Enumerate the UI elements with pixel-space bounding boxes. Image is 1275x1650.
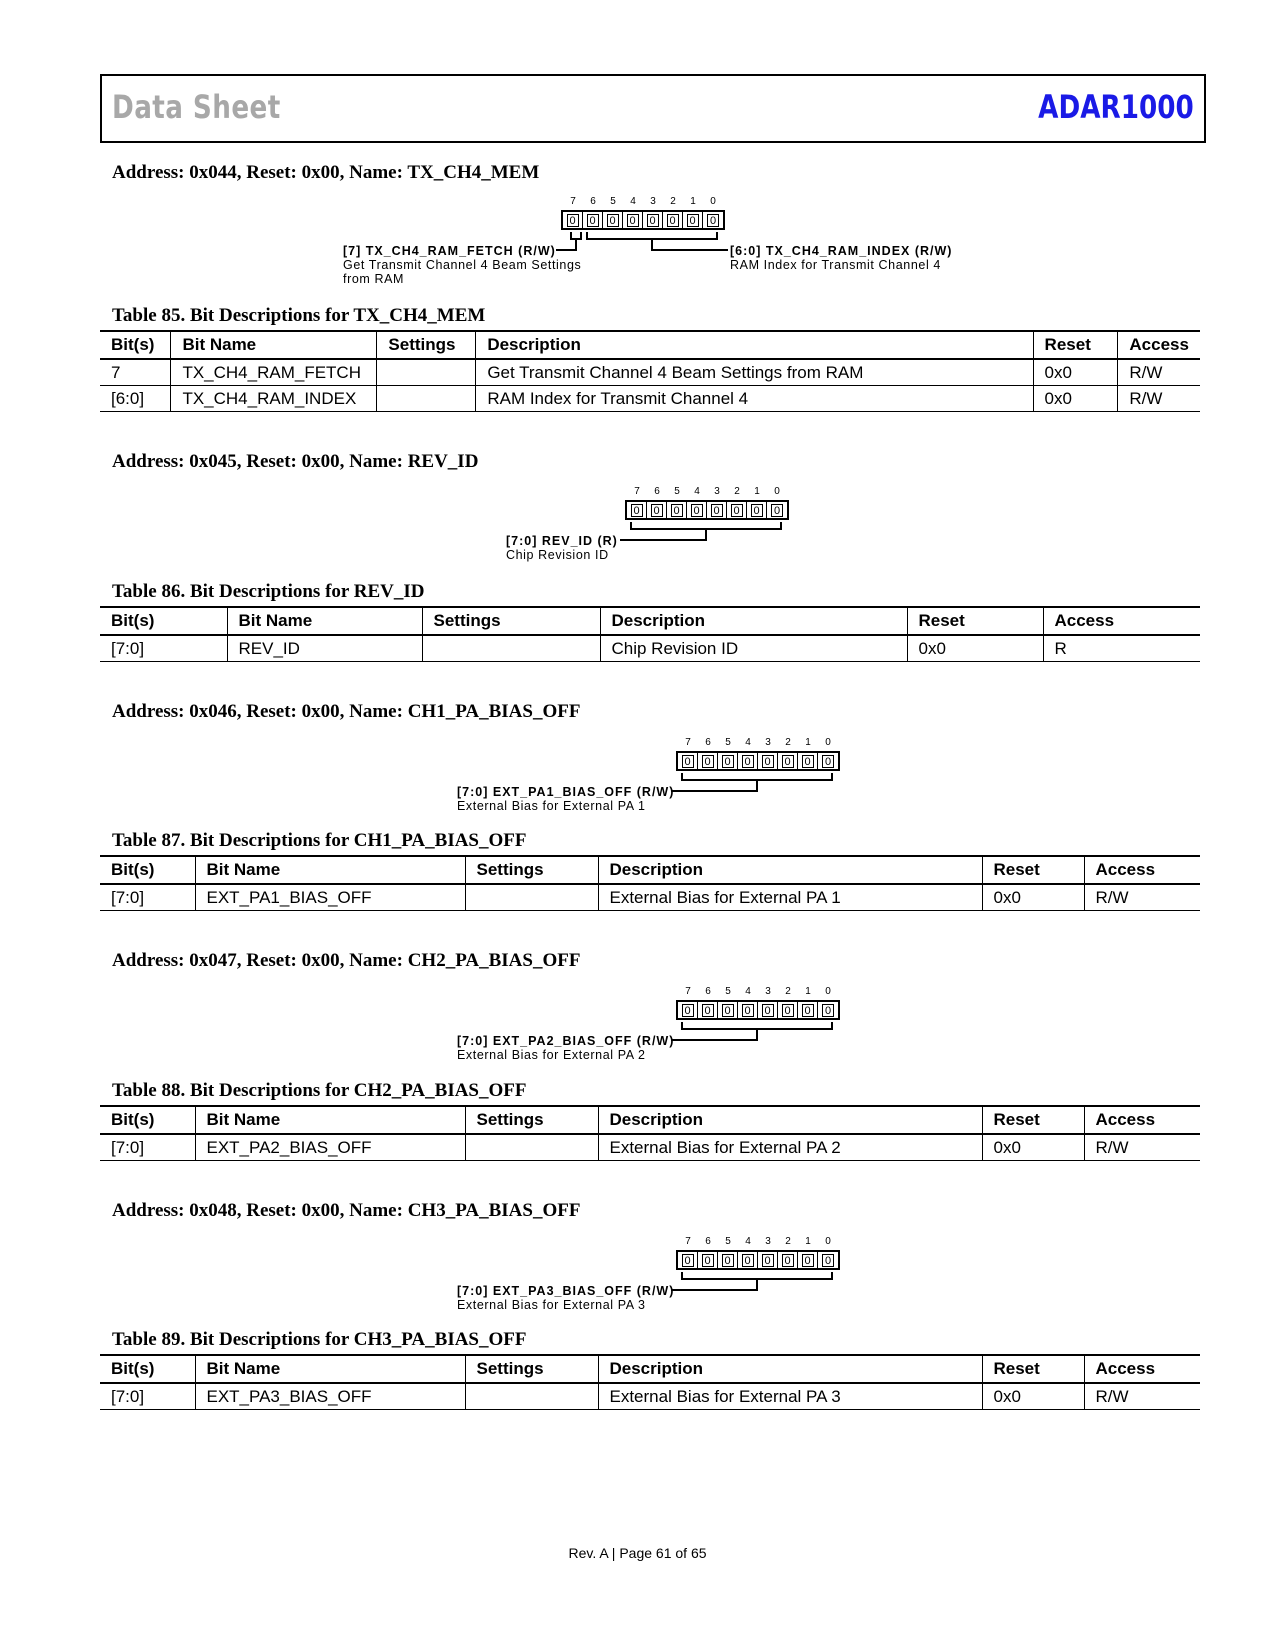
bit-value: 0 xyxy=(683,212,703,228)
table-cell: EXT_PA1_BIAS_OFF xyxy=(195,884,465,911)
column-header: Description xyxy=(476,331,1033,359)
column-header: Bit Name xyxy=(195,1106,465,1134)
column-header: Reset xyxy=(982,1106,1084,1134)
bit-value: 0 xyxy=(738,753,758,769)
table-caption: Table 87. Bit Descriptions for CH1_PA_BIAS_OFF xyxy=(112,830,527,851)
bit-number: 7 xyxy=(685,1236,691,1247)
document-type: Data Sheet xyxy=(112,88,281,126)
bit-value: 0 xyxy=(627,502,647,518)
table-row xyxy=(100,1383,1200,1410)
bit-value: 0 xyxy=(718,753,738,769)
column-header: Description xyxy=(598,856,982,884)
bit-value: 0 xyxy=(667,502,687,518)
table-cell: External Bias for External PA 2 xyxy=(598,1134,982,1161)
register-address-title: Address: 0x046, Reset: 0x00, Name: CH1_PA_BIAS_OFF xyxy=(112,701,581,722)
bit-number: 6 xyxy=(705,737,711,748)
bit-value: 0 xyxy=(563,212,583,228)
bit-number: 1 xyxy=(805,1236,811,1247)
bit-field-name: [6:0] TX_CH4_RAM_INDEX (R/W) xyxy=(730,244,953,258)
bit-value: 0 xyxy=(703,212,723,228)
column-header: Bit(s) xyxy=(100,1355,195,1383)
table-header-row xyxy=(100,1355,1200,1383)
bit-number: 3 xyxy=(765,1236,771,1247)
table-cell: [7:0] xyxy=(100,1383,195,1410)
bit-value: 0 xyxy=(678,1252,698,1268)
bit-value: 0 xyxy=(758,1252,778,1268)
table-cell: R/W xyxy=(1118,359,1200,386)
table-cell: 0x0 xyxy=(1033,359,1118,386)
table-cell: Get Transmit Channel 4 Beam Settings from RAM xyxy=(476,359,1033,386)
column-header: Access xyxy=(1084,1355,1200,1383)
table-cell: [6:0] xyxy=(100,386,171,412)
table-cell: R/W xyxy=(1084,1383,1200,1410)
column-header: Bit Name xyxy=(195,1355,465,1383)
bit-value: 0 xyxy=(698,1252,718,1268)
table-cell: 7 xyxy=(100,359,171,386)
table-cell: [7:0] xyxy=(100,1134,195,1161)
page-footer: Rev. A | Page 61 of 65 xyxy=(568,1545,707,1561)
bit-number: 2 xyxy=(734,486,740,497)
table-caption: Table 88. Bit Descriptions for CH2_PA_BIAS_OFF xyxy=(112,1080,527,1101)
table-cell: Chip Revision ID xyxy=(600,635,907,662)
bit-number: 6 xyxy=(705,1236,711,1247)
bit-number: 7 xyxy=(634,486,640,497)
bit-number: 1 xyxy=(805,737,811,748)
bit-number: 0 xyxy=(825,1236,831,1247)
table-cell: R/W xyxy=(1084,884,1200,911)
bit-number: 4 xyxy=(745,1236,751,1247)
bit-field-name: [7:0] REV_ID (R) xyxy=(506,534,618,548)
bit-value: 0 xyxy=(583,212,603,228)
column-header: Bit(s) xyxy=(100,607,227,635)
bit-field-name: [7:0] EXT_PA2_BIAS_OFF (R/W) xyxy=(457,1034,675,1048)
bit-number: 7 xyxy=(685,986,691,997)
bit-value: 0 xyxy=(718,1002,738,1018)
part-number: ADAR1000 xyxy=(1038,88,1194,126)
bit-number: 2 xyxy=(785,986,791,997)
bit-field-description: External Bias for External PA 2 xyxy=(457,1048,646,1062)
table-cell: [7:0] xyxy=(100,635,227,662)
column-header: Reset xyxy=(982,1355,1084,1383)
bit-number: 0 xyxy=(825,986,831,997)
bit-number: 3 xyxy=(714,486,720,497)
bit-number: 4 xyxy=(630,196,636,207)
table-cell: TX_CH4_RAM_FETCH xyxy=(171,359,377,386)
table-cell: R xyxy=(1043,635,1200,662)
column-header: Access xyxy=(1084,856,1200,884)
bit-number: 5 xyxy=(725,737,731,748)
column-header: Settings xyxy=(465,1355,598,1383)
table-cell: External Bias for External PA 1 xyxy=(598,884,982,911)
bit-value: 0 xyxy=(747,502,767,518)
register-address-title: Address: 0x044, Reset: 0x00, Name: TX_CH4_MEM xyxy=(112,162,540,183)
bit-number: 1 xyxy=(690,196,696,207)
bit-number: 5 xyxy=(674,486,680,497)
column-header: Bit Name xyxy=(171,331,377,359)
column-header: Settings xyxy=(465,856,598,884)
register-address-title: Address: 0x048, Reset: 0x00, Name: CH3_PA_BIAS_OFF xyxy=(112,1200,581,1221)
bit-value: 0 xyxy=(643,212,663,228)
column-header: Description xyxy=(598,1355,982,1383)
bit-value: 0 xyxy=(778,1002,798,1018)
column-header: Access xyxy=(1084,1106,1200,1134)
table-cell: EXT_PA2_BIAS_OFF xyxy=(195,1134,465,1161)
column-header: Settings xyxy=(422,607,600,635)
bit-value: 0 xyxy=(647,502,667,518)
bit-value: 0 xyxy=(738,1002,758,1018)
table-cell: RAM Index for Transmit Channel 4 xyxy=(476,386,1033,412)
bit-number: 6 xyxy=(590,196,596,207)
table-cell: [7:0] xyxy=(100,884,195,911)
table-cell: R/W xyxy=(1118,386,1200,412)
bit-field-name: [7] TX_CH4_RAM_FETCH (R/W) xyxy=(343,244,556,258)
bit-number: 5 xyxy=(610,196,616,207)
column-header: Description xyxy=(600,607,907,635)
bit-value: 0 xyxy=(758,753,778,769)
bit-field-label xyxy=(457,1284,674,1312)
table-cell: External Bias for External PA 3 xyxy=(598,1383,982,1410)
register-address-title: Address: 0x045, Reset: 0x00, Name: REV_ID xyxy=(112,451,479,472)
bit-number: 4 xyxy=(694,486,700,497)
bit-value: 0 xyxy=(818,753,838,769)
column-header: Settings xyxy=(377,331,476,359)
bit-number: 7 xyxy=(685,737,691,748)
bit-field-name: [7:0] EXT_PA1_BIAS_OFF (R/W) xyxy=(457,785,675,799)
bit-number: 3 xyxy=(650,196,656,207)
bit-number: 6 xyxy=(705,986,711,997)
bit-number: 6 xyxy=(654,486,660,497)
bit-value: 0 xyxy=(767,502,787,518)
bit-number: 1 xyxy=(805,986,811,997)
column-header: Bit(s) xyxy=(100,331,171,359)
column-header: Reset xyxy=(982,856,1084,884)
bit-number: 2 xyxy=(670,196,676,207)
table-cell: 0x0 xyxy=(982,884,1084,911)
bit-value: 0 xyxy=(678,1002,698,1018)
bit-value: 0 xyxy=(707,502,727,518)
column-header: Bit Name xyxy=(195,856,465,884)
bit-number: 4 xyxy=(745,737,751,748)
bit-field-description: from RAM xyxy=(343,272,405,286)
bit-field-description: RAM Index for Transmit Channel 4 xyxy=(730,258,941,272)
bit-value: 0 xyxy=(678,753,698,769)
column-header: Bit(s) xyxy=(100,856,195,884)
table-cell: R/W xyxy=(1084,1134,1200,1161)
bit-number: 0 xyxy=(710,196,716,207)
bit-field-description: External Bias for External PA 1 xyxy=(457,799,646,813)
table-cell: 0x0 xyxy=(982,1383,1084,1410)
bit-number: 2 xyxy=(785,737,791,748)
column-header: Access xyxy=(1118,331,1200,359)
column-header: Bit Name xyxy=(227,607,422,635)
column-header: Access xyxy=(1043,607,1200,635)
bit-field-description: Chip Revision ID xyxy=(506,548,609,562)
bit-field-description: External Bias for External PA 3 xyxy=(457,1298,646,1312)
bit-value: 0 xyxy=(798,753,818,769)
bit-value: 0 xyxy=(623,212,643,228)
table-caption: Table 85. Bit Descriptions for TX_CH4_MEM xyxy=(112,305,486,326)
column-header: Reset xyxy=(907,607,1043,635)
table-caption: Table 89. Bit Descriptions for CH3_PA_BIAS_OFF xyxy=(112,1329,527,1350)
bit-field-description: Get Transmit Channel 4 Beam Settings xyxy=(343,258,582,272)
bit-number: 2 xyxy=(785,1236,791,1247)
bit-value: 0 xyxy=(663,212,683,228)
column-header: Settings xyxy=(465,1106,598,1134)
table-caption: Table 86. Bit Descriptions for REV_ID xyxy=(112,581,425,602)
bit-number: 0 xyxy=(825,737,831,748)
bit-value: 0 xyxy=(603,212,623,228)
bit-value: 0 xyxy=(818,1002,838,1018)
bit-value: 0 xyxy=(718,1252,738,1268)
bit-value: 0 xyxy=(798,1002,818,1018)
table-cell: 0x0 xyxy=(1033,386,1118,412)
bit-value: 0 xyxy=(778,1252,798,1268)
bit-number: 0 xyxy=(774,486,780,497)
bit-value: 0 xyxy=(687,502,707,518)
register-address-title: Address: 0x047, Reset: 0x00, Name: CH2_PA_BIAS_OFF xyxy=(112,950,581,971)
table-cell: TX_CH4_RAM_INDEX xyxy=(171,386,377,412)
bit-number: 7 xyxy=(570,196,576,207)
table-cell: 0x0 xyxy=(982,1134,1084,1161)
table-cell xyxy=(465,1383,598,1410)
bit-value: 0 xyxy=(738,1252,758,1268)
bit-value: 0 xyxy=(778,753,798,769)
table-cell: REV_ID xyxy=(227,635,422,662)
bit-value: 0 xyxy=(727,502,747,518)
bit-number: 1 xyxy=(754,486,760,497)
bit-field-name: [7:0] EXT_PA3_BIAS_OFF (R/W) xyxy=(457,1284,675,1298)
bit-description-table xyxy=(100,1354,1200,1410)
bit-number: 5 xyxy=(725,1236,731,1247)
bit-number: 3 xyxy=(765,986,771,997)
bit-value: 0 xyxy=(698,753,718,769)
bit-number: 5 xyxy=(725,986,731,997)
bit-number: 3 xyxy=(765,737,771,748)
column-header: Reset xyxy=(1033,331,1118,359)
column-header: Bit(s) xyxy=(100,1106,195,1134)
bit-value: 0 xyxy=(698,1002,718,1018)
column-header: Description xyxy=(598,1106,982,1134)
bit-value: 0 xyxy=(798,1252,818,1268)
bit-value: 0 xyxy=(818,1252,838,1268)
table-cell: 0x0 xyxy=(907,635,1043,662)
table-cell: EXT_PA3_BIAS_OFF xyxy=(195,1383,465,1410)
bit-number: 4 xyxy=(745,986,751,997)
bit-value: 0 xyxy=(758,1002,778,1018)
